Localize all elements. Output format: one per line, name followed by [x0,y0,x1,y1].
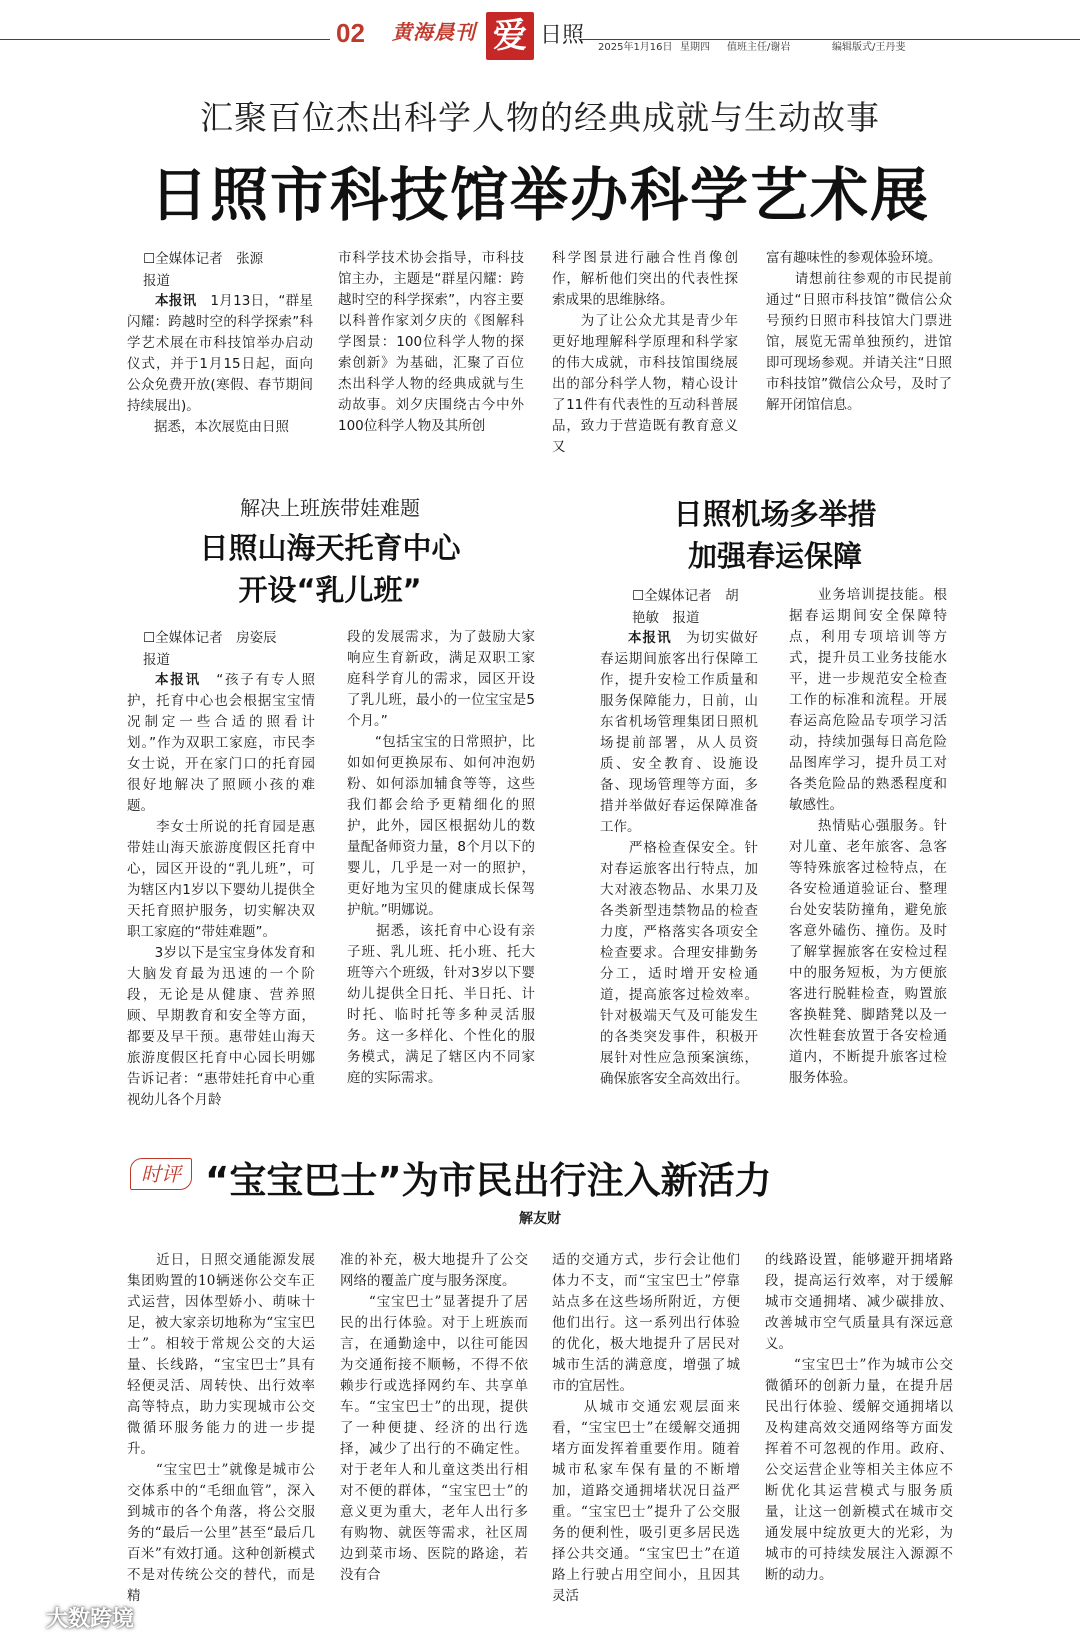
article1-byline: ☐全媒体记者 张源 报道 [143,251,264,289]
article1-col1: 本报讯 1月13日，“群星闪耀：跨越时空的科学探索”科学艺术展在市科技馆举办启动仪式，并于1月15日起，面向公众免费开放(寒假、春节期间持续展出)。 据悉，本次展览由日照 [127,293,313,435]
page-number: 02 [336,18,365,48]
article2-headline-line1: 日照山海天托育中心 [199,531,461,565]
article2-col2: 段的发展需求，为了鼓励大家响应生育新政，满足双职工家庭科学育儿的需求，园区开设了乳儿班，最小的一位宝宝是5个月。” “包括宝宝的日常照护，比如如何更换尿布、如何冲泡奶粉、如何添加辅食等等，这些我们都会给予更精细化的照护，此外，园区根据幼儿的数量配备师资力量，8个月以下的婴儿，几乎是一对一的照护，更好地为宝贝的健康成长保驾护航。”明娜说。 据悉，该托育中心设有亲子班、乳儿班、托小班、托大班等六个班级，针对3岁以下婴幼儿提供全日托、半日托、计时托、临时托等多种灵活服务。这一多样化、个性化的服务模式，满足了辖区内不同家庭的实际需求。 [347,629,535,1086]
article4-col3: 适的交通方式，步行会让他们体力不支，而“宝宝巴士”停靠站点多在这些场所附近，方便他们出行。这一系列出行体验的优化，极大地提升了居民对城市生活的满意度，增强了城市的宜居性。 从城市交通宏观层面来看，“宝宝巴士”在缓解交通拥堵方面发挥着重要作用。随着城市私家车保有量的不断增加，道路交通拥堵状况日益严重。“宝宝巴士”提升了公交服务的便利性，吸引更多居民选择公共交通。“宝宝巴士”在道路上行驶占用空间小，且因其灵活 [552,1252,740,1604]
article4-col4: 的线路设置，能够避开拥堵路段，提高运行效率，对于缓解城市交通拥堵、减少碳排放、改善城市空气质量具有深远意义。 “宝宝巴士”作为城市公交微循环的创新力量，在提升居民出行体验、缓解交通拥堵以及构建高效交通网络等方面发挥着不可忽视的作用。政府、公交运营企业等相关主体应不断优化其运营模式与服务质量，让这一创新模式在城市交通发展中绽放更大的光彩，为城市的可持续发展注入源源不断的动力。 [765,1252,953,1583]
issue-weekday: 星期四 [680,42,710,53]
article1-kicker: 汇聚百位杰出科学人物的经典成就与生动故事 [200,98,880,137]
article4-col1: 近日，日照交通能源发展集团购置的10辆迷你公交车正式运营，因体型娇小、萌味十足，被大家亲切地称为“宝宝巴士”。相较于常规公交的大运量、长线路，“宝宝巴士”具有轻便灵活、周转快、出行效率高等特点，助力实现城市公交微循环服务能力的进一步提升。 “宝宝巴士”就像是城市公交体系中的“毛细血管”，深入到城市的各个角落，将公交服务的“最后一公里”甚至“最后几百米”有效打通。这种创新模式不是对传统公交的替代，而是精 [127,1252,315,1604]
article1-col3: 科学图景进行融合性肖像创作，解析他们突出的代表性探索成果的思维脉络。 为了让公众尤其是青少年更好地理解科学原理和科学家的伟大成就，市科技馆围绕展出的部分科学人物，精心设计了11件有代表性的互动科普展品，致力于营造既有教育意义又 [552,250,738,455]
section-name: 日照 [540,23,585,48]
issue-date: 2025年1月16日 [598,42,673,53]
article4-author: 解友财 [519,1211,561,1227]
article3-col2: 业务培训提技能。根据春运期间安全保障特点，利用专项培训等方式，提升员工业务技能水平，进一步规范安全检查工作的标准和流程。开展春运高危险品专项学习活动，持续加强每日高危险品图库学习，提升员工对各类危险品的熟悉程度和敏感性。 热情贴心强服务。针对儿童、老年旅客、急客等特殊旅客过检特点，在各安检通道验证台、整理台处安装防撞角，避免旅客意外磕伤、撞伤。及时了解掌握旅客在安检过程中的服务短板，为方便旅客进行脱鞋检查，购置旅客换鞋凳、脚踏凳以及一次性鞋套放置于各安检通道内，不断提升旅客过检服务体验。 [789,587,947,1086]
watermark-text: 大数跨境 [46,1607,135,1632]
article1-headline: 日照市科技馆举办科学艺术展 [149,161,930,229]
article2-kicker: 解决上班族带娃难题 [240,496,420,520]
article2-headline-line2: 开设“乳儿班” [238,573,422,607]
article3-byline: ☐全媒体记者 胡 艳敏 报道 [632,588,739,626]
article2-dateline: 本报讯 [155,672,201,688]
layout-editor: 编辑版式/王丹斐 [832,42,906,53]
article4-headline: “宝宝巴士”为市民出行注入新活力 [205,1159,772,1202]
article1-col2: 市科学技术协会指导，市科技馆主办，主题是“群星闪耀：跨越时空的科学探索”，内容主要以科普作家刘夕庆的《图解科学图景：100位科学人物的探索创新》为基础，汇聚了百位杰出科学人物的经典成就与生动故事。刘夕庆围绕古今中外100位科学人物及其所创 [338,250,524,434]
article3-headline-line1: 日照机场多举措 [673,497,877,531]
watermark-logo-icon [16,1606,42,1628]
section-badge-icon: 爱 [486,12,534,60]
article4-col2: 准的补充，极大地提升了公交网络的覆盖广度与服务深度。 “宝宝巴士”显著提升了居民的出行体验。对于上班族而言，在通勤途中，以往可能因为交通衔接不顺畅，不得不依赖步行或选择网约车、共享单车。“宝宝巴士”的出现，提供了一种便捷、经济的出行选择，减少了出行的不确定性。对于老年人和儿童这类出行相对不便的群体，“宝宝巴士”的意义更为重大，老年人出行多有购物、就医等需求，社区周边到菜市场、医院的路途，若没有合 [340,1252,528,1583]
article1-dateline: 本报讯 [155,293,197,309]
article3-col1: 本报讯 为切实做好春运期间旅客出行保障工作，提升安检工作质量和服务保障能力，日前，山东省机场管理集团日照机场提前部署，从人员资质、安全教育、设施设备、现场管理等方面，多措并举做好春运保障准备工作。 严格检查保安全。针对春运旅客出行特点，加大对液态物品、水果刀及各类新型违禁物品的检查力度，严格落实各项安全检查要求。合理安排勤务分工，适时增开安检通道，提高旅客过检效率。针对极端天气及可能发生的各类突发事件，积极开展针对性应急预案演练，确保旅客安全高效出行。 [600,630,758,1087]
article1-col4: 富有趣味性的参观体验环境。 请想前往参观的市民提前通过“日照市科技馆”微信公众号预约日照市科技馆大门票进馆，展览无需单独预约，进馆即可现场参观。并请关注“日照市科技馆”微信公众号，及时了解开闭馆信息。 [766,250,952,413]
article2-byline: ☐全媒体记者 房姿辰 报道 [143,630,277,668]
article3-headline-line2: 加强春运保障 [687,539,862,573]
header-rule-left [0,39,330,40]
article3-dateline: 本报讯 [628,630,672,646]
article2-col1: 本报讯 “孩子有专人照护，托育中心也会根据宝宝情况制定一些合适的照看计划。”作为双职工家庭，市民李女士说，开在家门口的托育园很好地解决了照顾小孩的难题。 李女士所说的托育园是惠带娃山海天旅游度假区托育中心，园区开设的“乳儿班”，可为辖区内1岁以下婴幼儿提供全天托育照护服务，切实解决双职工家庭的“带娃难题”。 3岁以下是宝宝身体发育和大脑发育最为迅速的一个阶段，无论是从健康、营养照顾、早期教育和安全等方面，都要及早干预。惠带娃山海天旅游度假区托育中心园长明娜告诉记者：“惠带娃托育中心重视幼儿各个月龄 [127,672,315,1108]
duty-editor: 值班主任/谢岩 [727,42,791,53]
publication-logo: 黄海晨刊 [392,20,476,44]
commentary-tag-icon: 时评 [130,1158,192,1190]
